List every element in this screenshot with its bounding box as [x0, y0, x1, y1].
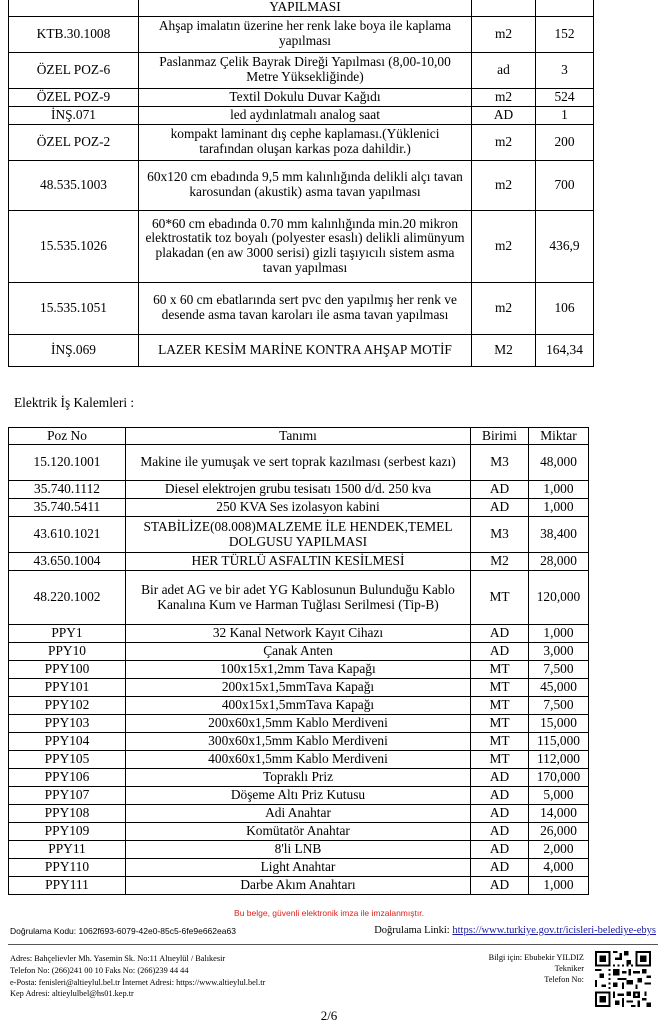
cell-tanim: 400x60x1,5mm Kablo Merdiveni	[126, 751, 471, 769]
cell-miktar: 1,000	[529, 499, 589, 517]
cell-birim: AD	[471, 787, 529, 805]
cell-birim: m2	[472, 210, 536, 282]
table-row	[9, 282, 594, 334]
column-header-birim: Birimi	[471, 428, 529, 445]
table-row	[9, 445, 589, 481]
cell-miktar: 48,000	[529, 445, 589, 481]
cell-birim: AD	[471, 859, 529, 877]
cell-birim: m2	[472, 160, 536, 210]
table-row	[9, 787, 589, 805]
table-row	[9, 124, 594, 160]
cell-miktar: 3,000	[529, 643, 589, 661]
cell-miktar: 38,400	[529, 517, 589, 553]
table-row	[9, 823, 589, 841]
table-row	[9, 625, 589, 643]
cell-birim: AD	[472, 106, 536, 124]
cell-poz: PPY1	[9, 625, 126, 643]
cell-poz: PPY108	[9, 805, 126, 823]
address-line: Adres: Bahçelievler Mh. Yasemin Sk. No:11 Altıeylül / Balıkesir	[10, 954, 226, 963]
cell-tanim: 32 Kanal Network Kayıt Cihazı	[126, 625, 471, 643]
cell-miktar: 152	[536, 16, 594, 52]
cell-tanim: Diesel elektrojen grubu tesisatı 1500 d/d. 250 kva	[126, 481, 471, 499]
cell-miktar: 1,000	[529, 481, 589, 499]
table-row	[9, 877, 589, 895]
verification-code-value: 1062f693-6079-42e0-85c5-6fe9e662ea63	[78, 926, 236, 936]
cell-miktar: 15,000	[529, 715, 589, 733]
cell-poz: PPY110	[9, 859, 126, 877]
cell-poz: PPY107	[9, 787, 126, 805]
construction-items-table	[8, 0, 594, 367]
cell-birim: AD	[471, 877, 529, 895]
cell-tanim: 60*60 cm ebadında 0.70 mm kalınlığında min.20 mikron elektrostatik toz boyalı (polyester esaslı) delikli alimünyum plakadan (en aw 3000 serisi) gizli taşıyıcılı sistem asma tavan yapılması	[139, 210, 472, 282]
cell-birim: AD	[471, 499, 529, 517]
cell-miktar: 7,500	[529, 697, 589, 715]
cell-poz: İNŞ.071	[9, 106, 139, 124]
verification-link-label: Doğrulama Linki:	[374, 925, 450, 936]
cell-poz: ÖZEL POZ-2	[9, 124, 139, 160]
cell-tanim: 400x15x1,5mmTava Kapağı	[126, 697, 471, 715]
cell-miktar: 2,000	[529, 841, 589, 859]
cell-tanim: HER TÜRLÜ ASFALTIN KESİLMESİ	[126, 553, 471, 571]
cell-miktar: 45,000	[529, 679, 589, 697]
cell-birim: AD	[471, 643, 529, 661]
cell-poz: 15.535.1026	[9, 210, 139, 282]
cell-birim: AD	[471, 805, 529, 823]
column-header-poz: Poz No	[9, 428, 126, 445]
contact-name: Bilgi için: Ebubekir YILDIZ	[488, 953, 584, 962]
cell-poz: PPY105	[9, 751, 126, 769]
cell-poz: 48.220.1002	[9, 571, 126, 625]
cell-poz: 43.650.1004	[9, 553, 126, 571]
cell-miktar: 5,000	[529, 787, 589, 805]
cell-birim: m2	[472, 282, 536, 334]
footer-divider	[8, 944, 658, 945]
cell-birim: MT	[471, 715, 529, 733]
cell-tanim: Light Anahtar	[126, 859, 471, 877]
column-header-miktar: Miktar	[529, 428, 589, 445]
cell-miktar: 7,500	[529, 661, 589, 679]
continued-description: YAPILMASI	[139, 0, 472, 16]
cell-poz: PPY10	[9, 643, 126, 661]
cell-miktar: 26,000	[529, 823, 589, 841]
verification-code-label: Doğrulama Kodu:	[10, 926, 77, 936]
cell-tanim: 60x120 cm ebadında 9,5 mm kalınlığında delikli alçı tavan karosundan (akustik) asma tavan yapılması	[139, 160, 472, 210]
cell-miktar: 106	[536, 282, 594, 334]
table-row	[9, 16, 594, 52]
cell-birim: AD	[471, 625, 529, 643]
table-row	[9, 769, 589, 787]
table-row	[9, 859, 589, 877]
email-line: e-Posta: fenisleri@altieylul.bel.tr İnternet Adresi: https://www.altieylul.bel.tr	[10, 977, 266, 987]
cell-poz: PPY111	[9, 877, 126, 895]
cell-birim: M2	[471, 553, 529, 571]
page-number: 2/6	[320, 1008, 338, 1023]
cell-tanim: STABİLİZE(08.008)MALZEME İLE HENDEK,TEMEL DOLGUSU YAPILMASI	[126, 517, 471, 553]
phone-line: Telefon No: (266)241 00 10 Faks No: (266)239 44 44	[10, 965, 189, 975]
table-row	[9, 553, 589, 571]
cell-miktar: 700	[536, 160, 594, 210]
cell-tanim: Bir adet AG ve bir adet YG Kablosunun Bulunduğu Kablo Kanalına Kum ve Harman Tuğlası Serilmesi (Tip-B)	[126, 571, 471, 625]
cell-miktar: 164,34	[536, 334, 594, 366]
cell-tanim: Komütatör Anahtar	[126, 823, 471, 841]
cell-birim: M3	[471, 517, 529, 553]
column-header-tanim: Tanımı	[126, 428, 471, 445]
cell-birim: AD	[471, 481, 529, 499]
cell-tanim: 8'li LNB	[126, 841, 471, 859]
cell-birim: AD	[471, 769, 529, 787]
cell-poz: 15.120.1001	[9, 445, 126, 481]
cell-poz: PPY109	[9, 823, 126, 841]
cell-birim: m2	[472, 124, 536, 160]
cell-miktar: 1,000	[529, 625, 589, 643]
table-row	[9, 751, 589, 769]
cell-tanim: Döşeme Altı Priz Kutusu	[126, 787, 471, 805]
cell-miktar: 170,000	[529, 769, 589, 787]
table-row	[9, 643, 589, 661]
table-row	[9, 697, 589, 715]
cell-birim: M2	[472, 334, 536, 366]
cell-poz: 48.535.1003	[9, 160, 139, 210]
cell-miktar: 524	[536, 88, 594, 106]
cell-birim: MT	[471, 679, 529, 697]
qr-code-icon	[595, 951, 651, 1007]
kep-line: Kep Adresi: altieylulbel@hs01.kep.tr	[10, 989, 134, 999]
table-row	[9, 679, 589, 697]
cell-poz: PPY103	[9, 715, 126, 733]
address-block	[10, 953, 265, 1000]
cell-tanim: 300x60x1,5mm Kablo Merdiveni	[126, 733, 471, 751]
cell-miktar: 4,000	[529, 859, 589, 877]
cell-birim: M3	[471, 445, 529, 481]
cell-miktar: 200	[536, 124, 594, 160]
table-row	[9, 481, 589, 499]
cell-birim: MT	[471, 751, 529, 769]
table-row	[9, 517, 589, 553]
cell-poz: PPY11	[9, 841, 126, 859]
table-row	[9, 88, 594, 106]
cell-birim: AD	[471, 841, 529, 859]
cell-birim: MT	[471, 571, 529, 625]
cell-miktar: 1	[536, 106, 594, 124]
cell-miktar: 436,9	[536, 210, 594, 282]
cell-tanim: led aydınlatmalı analog saat	[139, 106, 472, 124]
table-header-row	[9, 428, 589, 445]
cell-birim: m2	[472, 88, 536, 106]
electrical-items-table	[8, 427, 589, 895]
verification-link	[374, 925, 656, 936]
cell-tanim: LAZER KESİM MARİNE KONTRA AHŞAP MOTİF	[139, 334, 472, 366]
table-row	[9, 52, 594, 88]
table-row	[9, 499, 589, 517]
cell-poz: ÖZEL POZ-6	[9, 52, 139, 88]
cell-tanim: 60 x 60 cm ebatlarında sert pvc den yapılmış her renk ve desende asma tavan karoları ile asma tavan yapılması	[139, 282, 472, 334]
table-row	[9, 571, 589, 625]
cell-tanim: Makine ile yumuşak ve sert toprak kazılması (serbest kazı)	[126, 445, 471, 481]
verification-code	[10, 926, 236, 936]
cell-birim: MT	[471, 733, 529, 751]
cell-poz: KTB.30.1008	[9, 16, 139, 52]
cell-poz: PPY104	[9, 733, 126, 751]
table-row	[9, 106, 594, 124]
cell-tanim: 200x60x1,5mm Kablo Merdiveni	[126, 715, 471, 733]
contact-title: Tekniker	[554, 964, 584, 973]
section-title: Elektrik İş Kalemleri :	[14, 395, 135, 410]
cell-birim: m2	[472, 16, 536, 52]
cell-tanim: 200x15x1,5mmTava Kapağı	[126, 679, 471, 697]
contact-phone: Telefon No:	[544, 975, 584, 984]
cell-miktar: 28,000	[529, 553, 589, 571]
cell-birim: AD	[471, 823, 529, 841]
cell-birim: MT	[471, 661, 529, 679]
table-row	[9, 805, 589, 823]
cell-poz: İNŞ.069	[9, 334, 139, 366]
cell-poz: 35.740.5411	[9, 499, 126, 517]
cell-miktar: 1,000	[529, 877, 589, 895]
cell-tanim: Ahşap imalatın üzerine her renk lake boya ile kaplama yapılması	[139, 16, 472, 52]
cell-tanim: Textil Dokulu Duvar Kağıdı	[139, 88, 472, 106]
cell-miktar: 112,000	[529, 751, 589, 769]
cell-birim: ad	[472, 52, 536, 88]
cell-tanim: Darbe Akım Anahtarı	[126, 877, 471, 895]
cell-miktar: 115,000	[529, 733, 589, 751]
cell-poz: 43.610.1021	[9, 517, 126, 553]
table-row	[9, 160, 594, 210]
table-row	[9, 715, 589, 733]
table-row	[9, 661, 589, 679]
cell-tanim: Adi Anahtar	[126, 805, 471, 823]
table-row	[9, 334, 594, 366]
cell-poz: ÖZEL POZ-9	[9, 88, 139, 106]
cell-tanim: kompakt laminant dış cephe kaplaması.(Yüklenici tarafından oluşan karkas poza dahildir.)	[139, 124, 472, 160]
cell-poz: 35.740.1112	[9, 481, 126, 499]
cell-tanim: Topraklı Priz	[126, 769, 471, 787]
cell-miktar: 3	[536, 52, 594, 88]
cell-tanim: Çanak Anten	[126, 643, 471, 661]
cell-poz: PPY106	[9, 769, 126, 787]
cell-poz: PPY100	[9, 661, 126, 679]
cell-tanim: 250 KVA Ses izolasyon kabini	[126, 499, 471, 517]
cell-poz: 15.535.1051	[9, 282, 139, 334]
cell-poz: PPY102	[9, 697, 126, 715]
table-row	[9, 210, 594, 282]
verification-link-url[interactable]: https://www.turkiye.gov.tr/icisleri-belediye-ebys	[452, 925, 656, 936]
contact-info	[434, 952, 584, 985]
cell-poz: PPY101	[9, 679, 126, 697]
table-row	[9, 841, 589, 859]
table-row	[9, 733, 589, 751]
cell-miktar: 14,000	[529, 805, 589, 823]
cell-miktar: 120,000	[529, 571, 589, 625]
cell-tanim: 100x15x1,2mm Tava Kapağı	[126, 661, 471, 679]
cell-tanim: Paslanmaz Çelik Bayrak Direği Yapılması (8,00-10,00 Metre Yüksekliğinde)	[139, 52, 472, 88]
cell-birim: MT	[471, 697, 529, 715]
e-signature-notice: Bu belge, güvenli elektronik imza ile imzalanmıştır.	[234, 908, 424, 918]
table-row	[9, 0, 594, 16]
